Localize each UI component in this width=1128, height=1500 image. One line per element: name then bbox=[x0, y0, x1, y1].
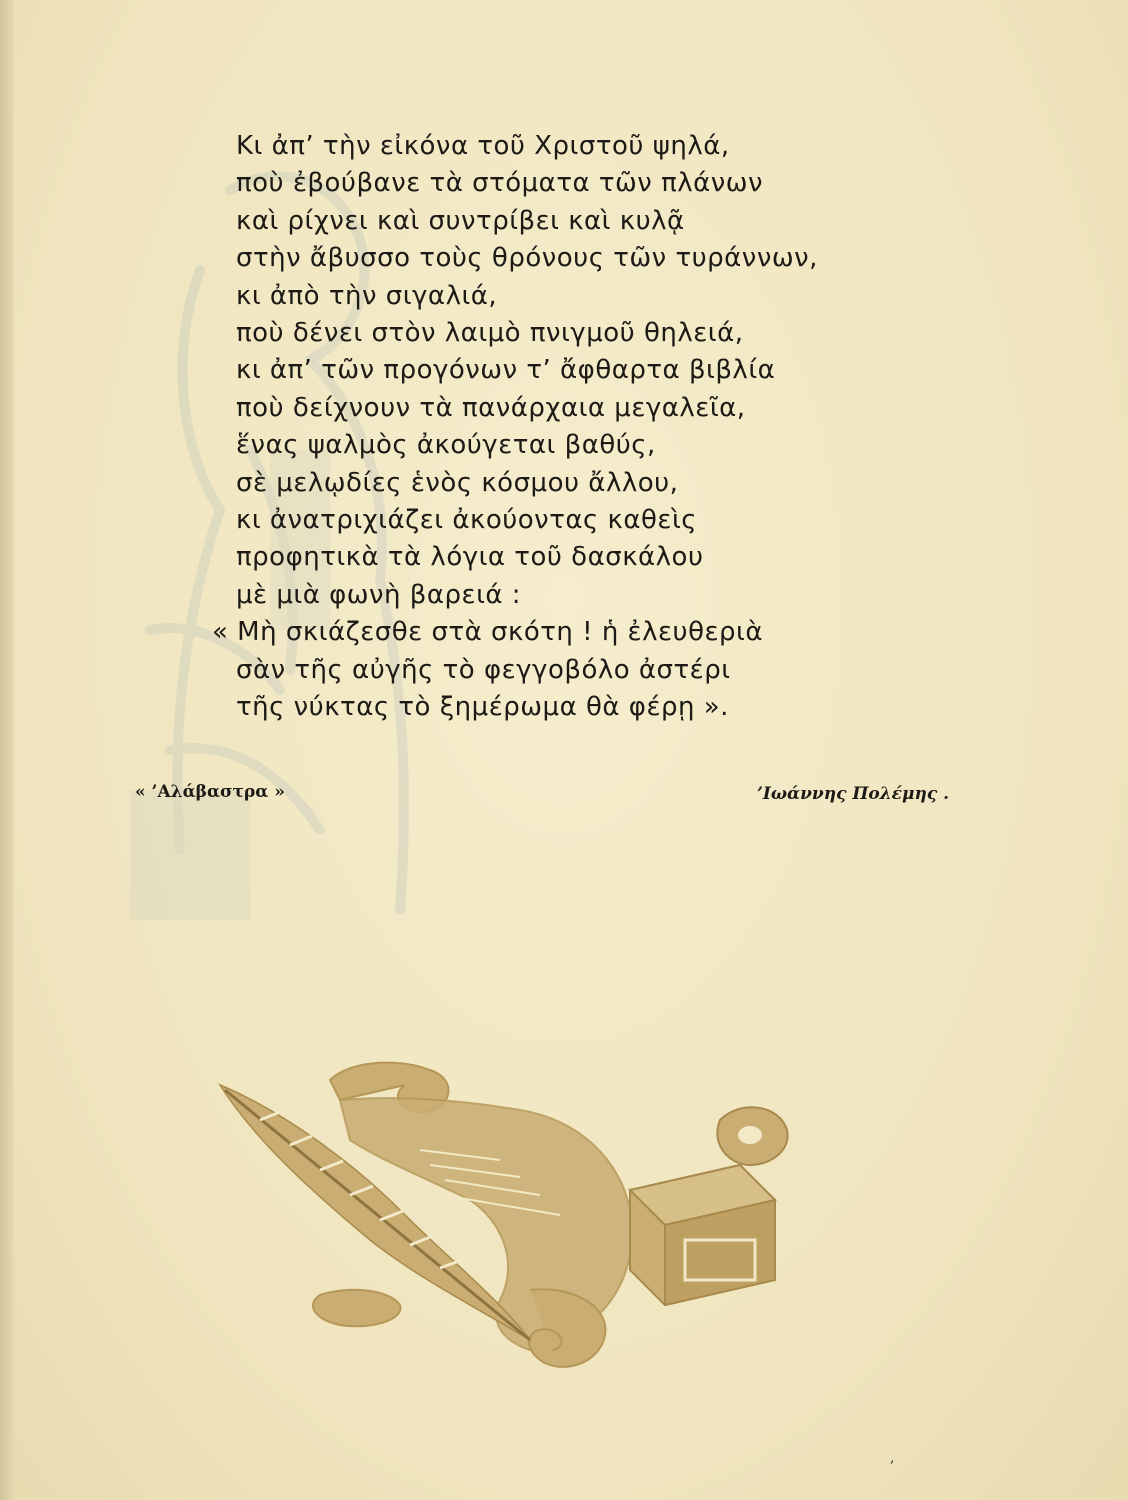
page-edge bbox=[0, 0, 14, 1500]
poem bbox=[212, 128, 936, 727]
poem-line: κι ἀπ’ τῶν προγόνων τ’ ἄφθαρτα βιβλία bbox=[236, 355, 776, 386]
poem-line: ἕνας ψαλμὸς ἀκούγεται βαθύς, bbox=[236, 430, 656, 461]
poem-line: μὲ μιὰ φωνὴ βαρειά : bbox=[236, 579, 522, 610]
poem-line: προφητικὰ τὰ λόγια τοῦ δασκάλου bbox=[236, 542, 704, 573]
poem-line: ποὺ ἐβούβανε τὰ στόματα τῶν πλάνων bbox=[236, 168, 764, 199]
poem-line: ποὺ δείχνουν τὰ πανάρχαια μεγαλεῖα, bbox=[236, 392, 746, 423]
poem-line: στὴν ἄβυσσο τοὺς θρόνους τῶν τυράννων, bbox=[236, 243, 818, 274]
poem-line: σὲ μελῳδίες ἑνὸς κόσμου ἄλλου, bbox=[236, 467, 679, 498]
poem-line: τῆς νύκτας τὸ ξημέρωμα θὰ φέρῃ ». bbox=[236, 692, 729, 723]
scroll-quill-inkwell-icon bbox=[200, 1040, 820, 1380]
author-name: ’Ιωάννης Πολέμης . bbox=[757, 784, 950, 804]
poem-line: Κι ἀπ’ τὴν εἰκόνα τοῦ Χριστοῦ ψηλά, bbox=[236, 131, 730, 161]
poem-line: κι ἀνατριχιάζει ἀκούοντας καθεὶς bbox=[236, 505, 697, 536]
source-title: « ’Αλάβαστρα » bbox=[135, 782, 285, 802]
poem-line: καὶ ρίχνει καὶ συντρίβει καὶ κυλᾷ bbox=[236, 205, 685, 236]
poem-line: « Μὴ σκιάζεσθε στὰ σκότη ! ἡ ἐλευθεριὰ bbox=[212, 617, 763, 648]
stray-mark: , bbox=[890, 1450, 895, 1466]
poem-line: ποὺ δένει στὸν λαιμὸ πνιγμοῦ θηλειά, bbox=[236, 318, 744, 349]
poem-line: σὰν τῆς αὐγῆς τὸ φεγγοβόλο ἀστέρι bbox=[236, 654, 731, 685]
poem-line: κι ἀπὸ τὴν σιγαλιά, bbox=[236, 280, 498, 311]
